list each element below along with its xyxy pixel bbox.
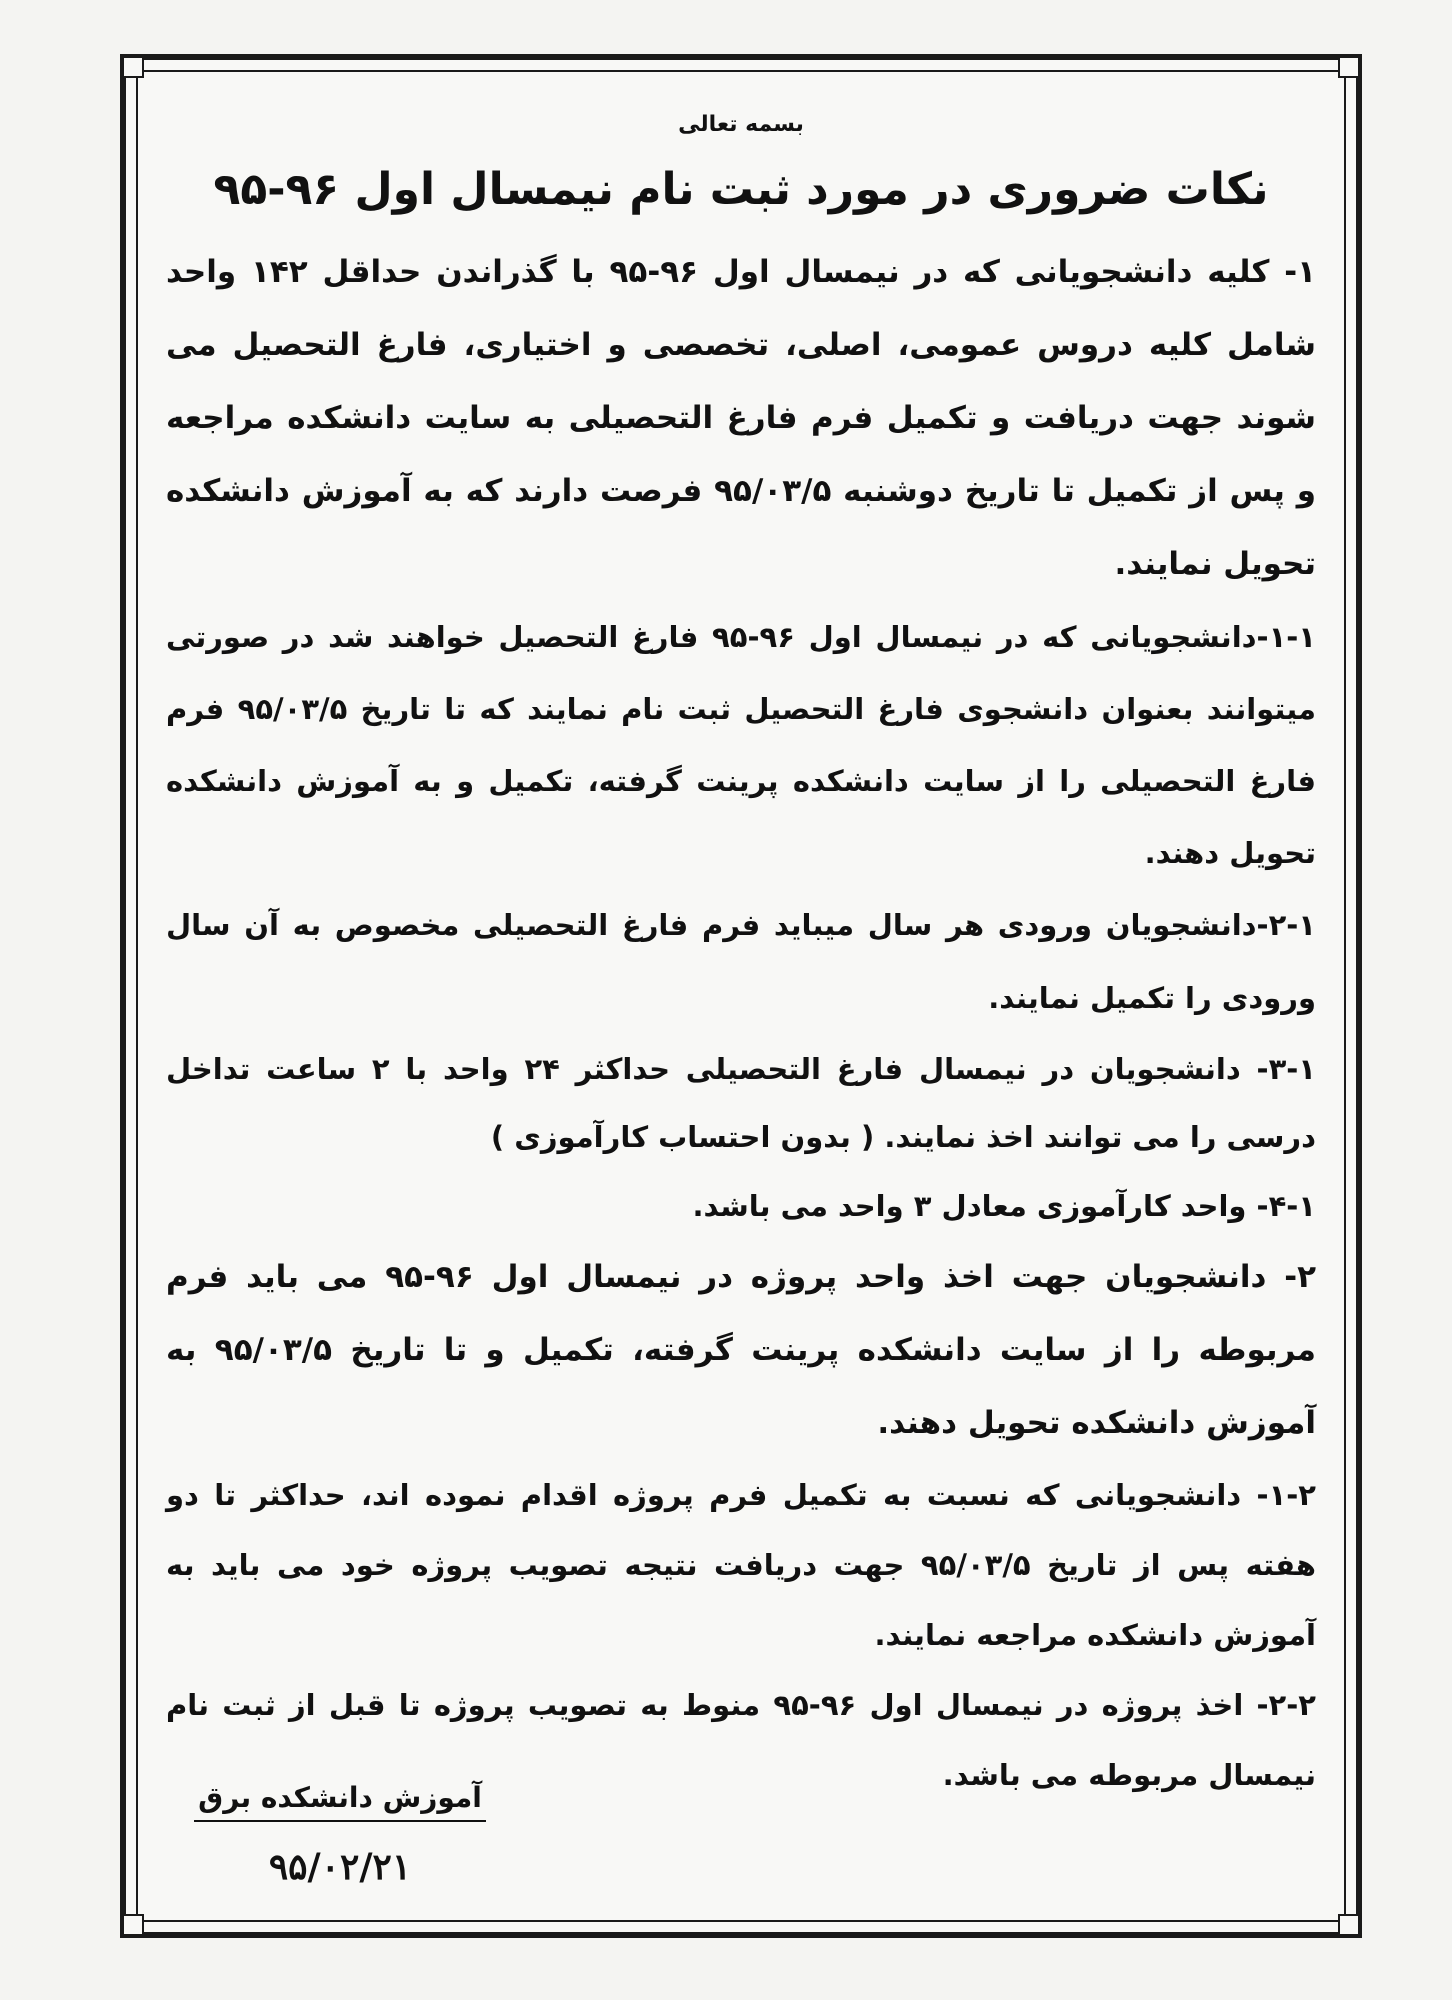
signature-block: [190, 1778, 490, 1892]
frame-corner-top-right: [1338, 56, 1360, 78]
document-body: [166, 110, 1316, 1892]
document-date: ۹۵/۰۲/۲۱: [268, 1846, 412, 1888]
paragraph-1: ۱- کلیه دانشجویانی که در نیمسال اول ۹۶-۹۵ با گذراندن حداقل ۱۴۲ واحد شامل کلیه دروس عمومی، اصلی، تخصصی و اختیاری، فارغ التحصیل می شوند جهت دریافت و تکمیل فرم فارغ التحصیلی به سایت دانشکده مراجعه و پس از تکمیل تا تاریخ دوشنبه ۹۵/۰۳/۵ فرصت دارند که به آموزش دانشکده تحویل نمایند.: [166, 254, 1317, 582]
paragraph-2-2: ۲-۲- اخذ پروژه در نیمسال اول ۹۶-۹۵ منوط به تصویب پروژه تا قبل از ثبت نام نیمسال مربوطه می باشد.: [166, 1688, 1316, 1792]
paragraph-2: ۲- دانشجویان جهت اخذ واحد پروژه در نیمسال اول ۹۶-۹۵ می باید فرم مربوطه را از سایت دانشکده پرینت گرفته، تکمیل و تا تاریخ ۹۵/۰۳/۵ به آموزش دانشکده تحویل دهند.: [166, 1259, 1317, 1441]
document-frame: [120, 54, 1362, 1938]
paragraph-1-4: ۴-۱- واحد کارآموزی معادل ۳ واحد می باشد.: [692, 1189, 1316, 1223]
signature: آموزش دانشکده برق: [194, 1778, 486, 1822]
paragraph-1-3: ۳-۱- دانشجویان در نیمسال فارغ التحصیلی حداکثر ۲۴ واحد با ۲ ساعت تداخل درسی را می توانند اخذ نمایند. ( بدون احتساب کارآموزی ): [166, 1052, 1316, 1154]
frame-corner-bottom-right: [1338, 1914, 1360, 1936]
frame-corner-top-left: [122, 56, 144, 78]
paragraph-1-2: ۲-۱-دانشجویان ورودی هر سال میباید فرم فارغ التحصیلی مخصوص به آن سال ورودی را تکمیل نمایند.: [166, 908, 1316, 1015]
paragraph-1-1: ۱-۱-دانشجویانی که در نیمسال اول ۹۶-۹۵ فارغ التحصیل خواهند شد در صورتی میتوانند بعنوان دانشجوی فارغ التحصیل ثبت نام نمایند که تا تاریخ ۹۵/۰۳/۵ فرم فارغ التحصیلی را از سایت دانشکده پرینت گرفته، تکمیل و به آموزش دانشکده تحویل دهند.: [166, 620, 1316, 870]
frame-corner-bottom-left: [122, 1914, 144, 1936]
paragraph-2-1: ۱-۲- دانشجویانی که نسبت به تکمیل فرم پروژه اقدام نموده اند، حداکثر تا دو هفته پس از تاریخ ۹۵/۰۳/۵ جهت دریافت نتیجه تصویب پروژه خود می باید به آموزش دانشکده مراجعه نمایند.: [166, 1478, 1316, 1652]
document-header: بسمه تعالی: [678, 112, 804, 137]
document-title: نکات ضروری در مورد ثبت نام نیمسال اول ۹۶-۹۵: [213, 164, 1269, 215]
